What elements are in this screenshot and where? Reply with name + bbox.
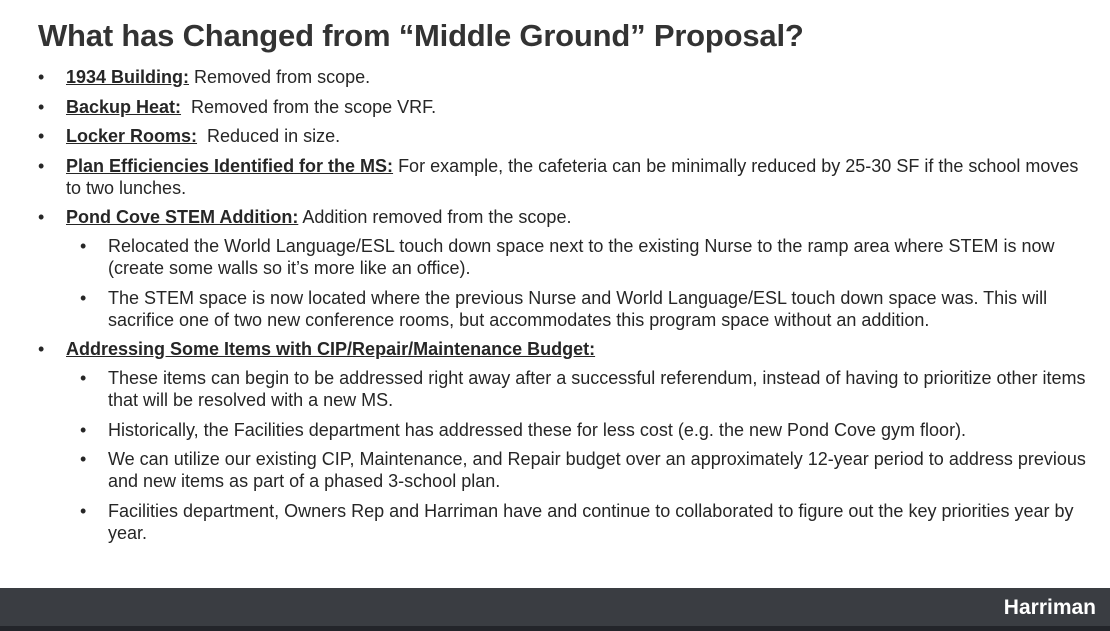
footer-bar — [0, 588, 1110, 631]
list-item — [38, 125, 1088, 147]
bullet-icon: • — [38, 339, 45, 359]
sub-bullet-list — [66, 367, 1088, 544]
item-text: Reduced in size. — [197, 126, 341, 146]
sub-item-text: Facilities department, Owners Rep and Harriman have and continue to collaborated to figure out the key priorities year by year. — [108, 500, 1074, 543]
sub-item-text: We can utilize our existing CIP, Maintenance, and Repair budget over an approximately 12-year period to address previous and new items as part of a phased 3-school plan. — [108, 449, 1086, 491]
bullet-icon: • — [38, 126, 45, 146]
sub-list-item — [66, 287, 1088, 331]
item-heading: Locker Rooms: — [66, 126, 198, 146]
item-text: Removed from scope. — [189, 67, 371, 87]
bullet-icon: • — [80, 449, 87, 469]
bullet-list — [38, 66, 1088, 544]
sub-list-item — [66, 448, 1088, 492]
bullet-icon: • — [38, 67, 45, 87]
bullet-icon: • — [80, 419, 87, 440]
bullet-icon: • — [80, 500, 87, 521]
list-item — [38, 66, 1088, 88]
bullet-icon: • — [80, 287, 87, 308]
sub-list-item — [66, 500, 1088, 544]
list-item — [38, 96, 1088, 118]
item-text: Addition removed from the scope. — [298, 207, 572, 227]
list-item — [38, 338, 1088, 544]
sub-item-text: These items can begin to be addressed right away after a successful referendum, instead of having to prioritize other items that will be resolved with a new MS. — [108, 368, 1086, 410]
bullet-icon: • — [38, 207, 45, 227]
item-text: For example, the cafeteria can be minimally reduced by 25-30 SF if the school moves to two lunches. — [66, 155, 1079, 198]
footer-divider — [0, 626, 1110, 631]
sub-list-item — [66, 235, 1088, 279]
bullet-icon: • — [80, 368, 87, 388]
slide-title: What has Changed from “Middle Ground” Proposal? — [38, 18, 804, 53]
slide-body — [38, 66, 1088, 551]
item-heading: Pond Cove STEM Addition: — [66, 207, 299, 227]
sub-item-text: Historically, the Facilities department has addressed these for less cost (e.g. the new Pond Cove gym floor). — [108, 419, 967, 440]
item-heading: 1934 Building: — [66, 67, 190, 87]
bullet-icon: • — [38, 155, 45, 176]
bullet-icon: • — [38, 96, 45, 117]
item-heading: Backup Heat: — [66, 96, 182, 117]
item-heading: Plan Efficiencies Identified for the MS: — [66, 155, 394, 176]
brand-logo: Harriman — [1003, 596, 1096, 619]
sub-bullet-list — [66, 235, 1088, 331]
bullet-icon: • — [80, 236, 87, 256]
list-item — [38, 206, 1088, 331]
list-item — [38, 155, 1088, 199]
sub-list-item — [66, 367, 1088, 411]
sub-list-item — [66, 419, 1088, 441]
sub-item-text: The STEM space is now located where the previous Nurse and World Language/ESL touch down space was. This will sacrifice one of two new conference rooms, but accommodates this program space without an addition. — [108, 287, 1048, 330]
sub-item-text: Relocated the World Language/ESL touch down space next to the existing Nurse to the ramp area where STEM is now (create some walls so it’s more like an office). — [108, 236, 1055, 278]
item-heading: Addressing Some Items with CIP/Repair/Maintenance Budget: — [66, 339, 596, 359]
item-text: Removed from the scope VRF. — [181, 96, 437, 117]
